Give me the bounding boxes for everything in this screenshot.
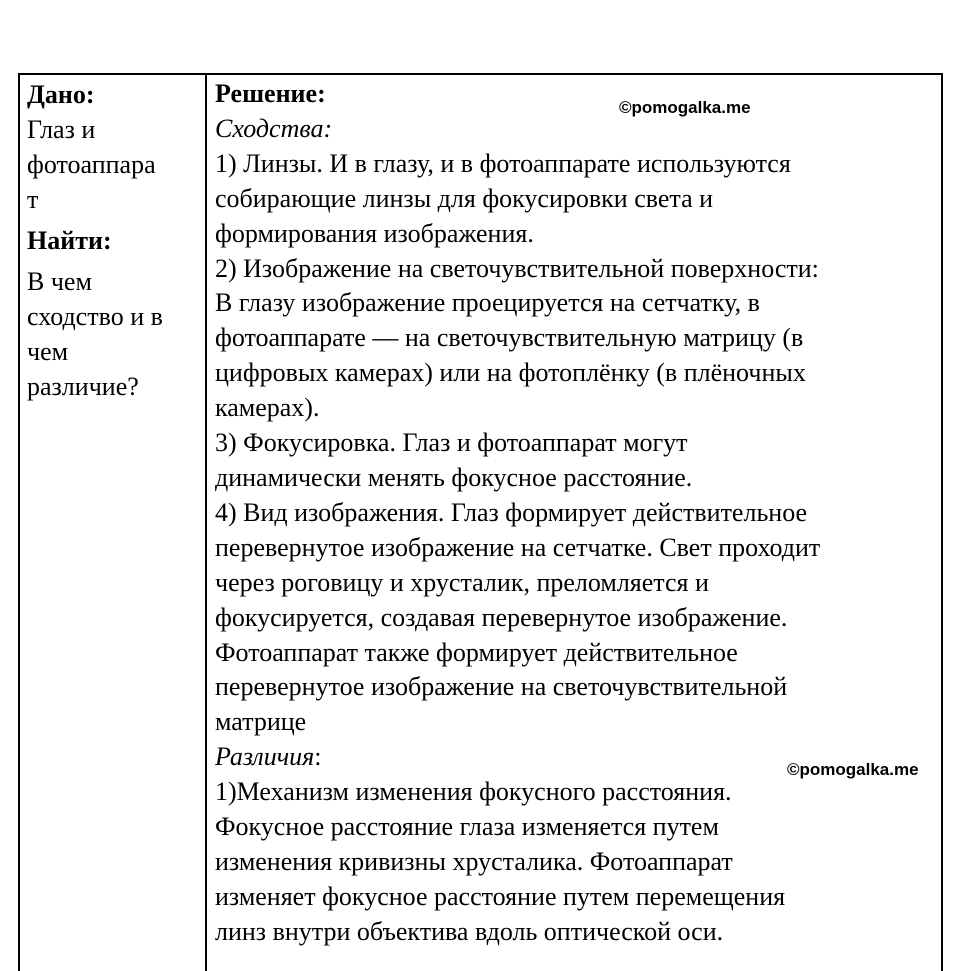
solution-table — [18, 73, 943, 971]
solution-label: Решение: — [215, 79, 326, 108]
given-line: т — [27, 185, 39, 214]
watermark-bottom: ©pomogalka.me — [787, 760, 919, 779]
difference-line: изменения кривизны хрусталика. Фотоаппарат — [215, 846, 733, 876]
given-line: Глаз и — [27, 115, 96, 144]
similarity-line: В глазу изображение проецируется на сетчатку, в — [215, 288, 760, 318]
difference-line: изменяет фокусное расстояние путем перемещения — [215, 881, 786, 911]
similarity-line: 1) Линзы. И в глазу, и в фотоаппарате используются — [215, 148, 791, 178]
similarities-label: Сходства: — [215, 113, 333, 143]
given-text — [27, 112, 205, 217]
given-column — [20, 75, 207, 971]
differences-colon: : — [314, 742, 322, 772]
differences-label: Различия — [215, 742, 315, 772]
similarity-line: динамически менять фокусное расстояние. — [215, 462, 693, 492]
similarity-line: фотоаппарате — на светочувствительную матрицу (в — [215, 323, 804, 353]
find-line: В чем — [27, 267, 92, 296]
similarity-line: формирования изображения. — [215, 218, 534, 248]
similarity-line: 4) Вид изображения. Глаз формирует действительное — [215, 497, 808, 527]
similarity-line: Фотоаппарат также формирует действительное — [215, 637, 738, 667]
find-line: чем — [27, 337, 69, 366]
similarity-line: фокусируется, создавая перевернутое изображение. — [215, 602, 788, 632]
similarity-line: собирающие линзы для фокусировки света и — [215, 183, 714, 213]
similarity-line: матрице — [215, 707, 307, 737]
similarity-line: 3) Фокусировка. Глаз и фотоаппарат могут — [215, 428, 688, 458]
find-line: различие? — [27, 372, 139, 401]
given-label: Дано: — [27, 80, 95, 109]
given-line: фотоаппара — [27, 150, 156, 179]
similarities-text — [215, 147, 941, 740]
similarity-line: перевернутое изображение на сетчатке. Свет проходит — [215, 532, 821, 562]
difference-line: 1)Механизм изменения фокусного расстояния. — [215, 777, 732, 807]
solution-column — [207, 75, 941, 971]
find-line: сходство и в — [27, 302, 163, 331]
find-text — [27, 264, 205, 404]
differences-text — [215, 775, 941, 950]
difference-line: линз внутри объектива вдоль оптической оси. — [215, 916, 724, 946]
similarity-line: 2) Изображение на светочувствительной поверхности: — [215, 253, 819, 283]
difference-line: Фокусное расстояние глаза изменяется путем — [215, 812, 719, 842]
similarity-line: камерах). — [215, 393, 320, 423]
similarity-line: через роговицу и хрусталик, преломляется и — [215, 567, 709, 597]
similarity-line: цифровых камерах) или на фотоплёнку (в плёночных — [215, 358, 806, 388]
similarity-line: перевернутое изображение на светочувствительной — [215, 672, 788, 702]
watermark-top: ©pomogalka.me — [619, 98, 751, 117]
find-label: Найти: — [27, 226, 112, 255]
